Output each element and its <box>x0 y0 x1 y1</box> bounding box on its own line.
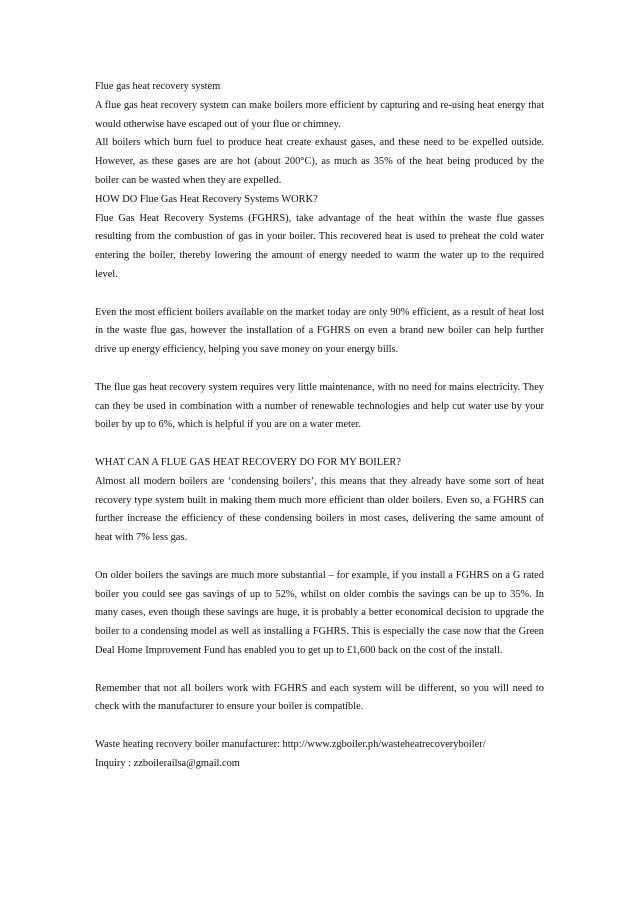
paragraph-intro: A flue gas heat recovery system can make boilers more efficient by capturing and re-using heat energy that would otherwise have escaped out of your flue or chimney. <box>95 99 544 130</box>
paragraph-spacer <box>95 717 544 736</box>
heading-how-it-works: HOW DO Flue Gas Heat Recovery Systems WORK? <box>95 193 318 205</box>
document-title: Flue gas heat recovery system <box>95 81 221 92</box>
inquiry-email-line: Inquiry : zzboilerailsa@gmail.com <box>95 757 240 769</box>
paragraph-efficiency: Even the most efficient boilers available on the market today are only 90% efficient, as a result of heat lost in the waste flue gas, however the installation of a FGHRS on even a brand new boiler can help further drive up energy efficiency, helping you save money on your energy bills. <box>95 306 544 356</box>
paragraph-spacer <box>95 548 544 567</box>
document-page <box>95 78 544 773</box>
paragraph-compatibility: Remember that not all boilers work with FGHRS and each system will be different, so you will need to check with the manufacturer to ensure your boiler is compatible. <box>95 682 544 713</box>
paragraph-older-boilers: On older boilers the savings are much more substantial – for example, if you install a FGHRS on a G rated boiler you could see gas savings of up to 52%, whilst on older combis the savings can be up to 35%. In many cases, even though these savings are huge, it is probably a better economical decision to upgrade the boiler to a condensing model as well as installing a FGHRS. This is especially the case now that the Green Deal Home Improvement Fund has enabled you to get up to £1,600 back on the cost of the install. <box>95 569 544 656</box>
paragraph-spacer <box>95 435 544 454</box>
paragraph-how-it-works: Flue Gas Heat Recovery Systems (FGHRS), take advantage of the heat within the waste flue gasses resulting from the combustion of gas in your boiler. This recovered heat is used to preheat the cold water entering the boiler, thereby lowering the amount of energy needed to warm the water up to the required level. <box>95 212 544 280</box>
paragraph-maintenance: The flue gas heat recovery system requires very little maintenance, with no need for mains electricity. They can they be used in combination with a number of renewable technologies and help cut water use by your boiler by up to 6%, which is helpful if you are on a water meter. <box>95 381 544 431</box>
paragraph-condensing-boilers: Almost all modern boilers are ‘condensing boilers’, this means that they already have some sort of heat recovery type system built in making them much more efficient than older boilers. Even so, a FGHRS can further increase the efficiency of these condensing boilers in most cases, delivering the same amount of heat with 7% less gas. <box>95 475 544 544</box>
paragraph-spacer <box>95 360 544 379</box>
manufacturer-link-line: Waste heating recovery boiler manufacturer: http://www.zgboiler.ph/wasteheatrecoveryboiler/ <box>95 738 486 750</box>
paragraph-exhaust: All boilers which burn fuel to produce heat create exhaust gases, and these need to be expelled outside. However, as these gases are are hot (about 200°C), as much as 35% of the heat being produced by the boiler can be wasted when they are expelled. <box>95 137 544 186</box>
heading-what-can-it-do: WHAT CAN A FLUE GAS HEAT RECOVERY DO FOR MY BOILER? <box>95 456 401 468</box>
paragraph-spacer <box>95 285 544 304</box>
paragraph-spacer <box>95 661 544 680</box>
